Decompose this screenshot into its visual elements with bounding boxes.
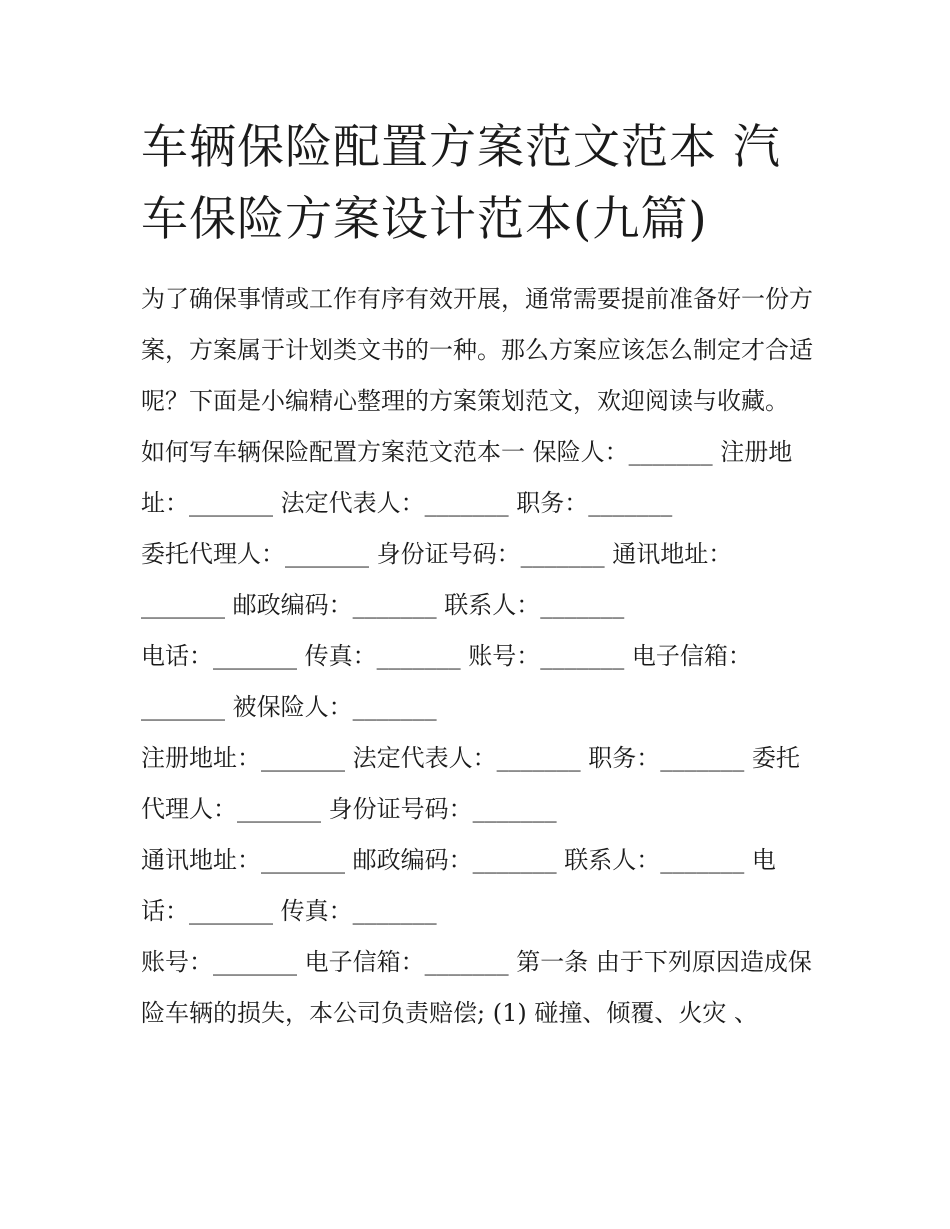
insured-contact-paragraph: 通讯地址：_______ 邮政编码：_______ 联系人：_______ 电话：_______ 传真：_______ xyxy=(141,846,776,925)
document-title: 车辆保险配置方案范文范本 汽车保险方案设计范本(九篇) xyxy=(141,120,781,247)
intro-paragraph: 为了确保事情或工作有序有效开展，通常需要提前准备好一份方案，方案属于计划类文书的一种。那么方案应该怎么制定才合适呢？下面是小编精心整理的方案策划范文，欢迎阅读与收藏。 xyxy=(141,285,813,415)
document-page xyxy=(141,112,813,1039)
article-one-paragraph: 账号：_______ 电子信箱：_______ 第一条 由于下列原因造成保险车辆的损失，本公司负责赔偿; (1) 碰撞、倾覆、火灾 、 xyxy=(141,948,812,1027)
insurer-contact-paragraph: 电话：_______ 传真：_______ 账号：_______ 电子信箱：_______ 被保险人：_______ xyxy=(141,642,752,721)
insurer-agent-paragraph: 委托代理人：_______ 身份证号码：_______ 通讯地址：_______ 邮政编码：_______ 联系人：_______ xyxy=(141,540,733,619)
insured-info-paragraph: 注册地址：_______ 法定代表人：_______ 职务：_______ 委托代理人：_______ 身份证号码：_______ xyxy=(141,744,800,823)
insurer-info-paragraph: 如何写车辆保险配置方案范文范本一 保险人：_______ 注册地址：_______ 法定代表人：_______ 职务：_______ xyxy=(141,438,793,517)
